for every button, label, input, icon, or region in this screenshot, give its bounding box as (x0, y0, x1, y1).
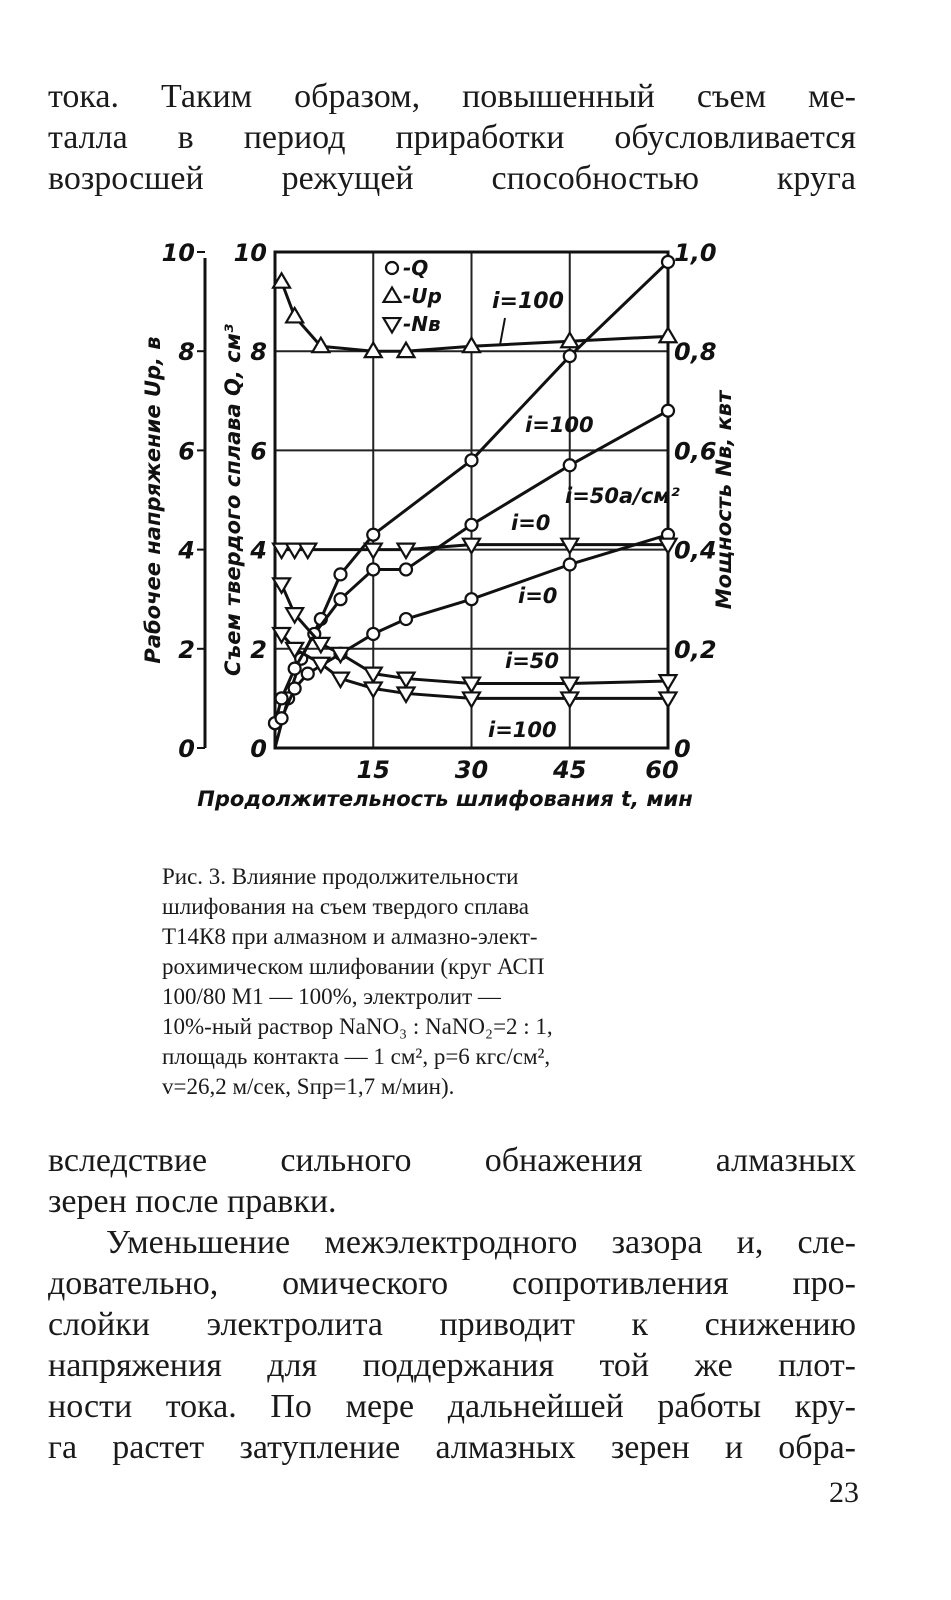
y-tick-label-inner: 6 (250, 437, 267, 466)
data-point (400, 613, 412, 625)
data-point (466, 454, 478, 466)
y-tick-label-right: 0,2 (674, 635, 717, 664)
legend-marker (384, 318, 401, 332)
y-tick-label-inner: 2 (250, 635, 267, 664)
data-point (312, 638, 329, 652)
paragraph-line: напряжения для поддержания той же плот- (48, 1347, 856, 1384)
data-point (367, 628, 379, 640)
page-number: 23 (829, 1476, 859, 1509)
y-tick-label-inner: 10 (233, 239, 267, 267)
y-tick-label-outer: 4 (178, 536, 195, 565)
series-label: i=0 (511, 511, 551, 535)
y-axis-title-outer: Рабочее напряжение Up, в (141, 336, 165, 664)
y-tick-label-right: 0,6 (674, 437, 717, 466)
data-point (289, 682, 301, 694)
y-tick-label-right: 0,4 (674, 536, 717, 565)
y-tick-label-outer: 2 (178, 635, 195, 664)
data-point (564, 350, 576, 362)
data-point (276, 692, 288, 704)
data-point (400, 563, 412, 575)
series-line (282, 634, 668, 698)
data-point (367, 529, 379, 541)
legend-marker (386, 262, 398, 274)
caption-line: 100/80 М1 — 100%, электролит — (162, 984, 501, 1009)
paragraph-line: Уменьшение межэлектродного зазора и, сле- (106, 1224, 856, 1261)
data-point (662, 256, 674, 268)
series-group (273, 628, 676, 707)
legend-entry: -Nв (403, 312, 441, 336)
paragraph-line: тока. Таким образом, повышенный съем ме- (48, 78, 856, 115)
x-tick-label: 60 (645, 756, 679, 784)
paragraph-line: возросшей режущей способностью круга (48, 160, 856, 197)
y-tick-label-right: 0 (674, 735, 691, 763)
y-tick-label-outer: 10 (161, 239, 195, 267)
legend-entry: -Up (403, 284, 442, 308)
data-point (335, 593, 347, 605)
x-axis-title: Продолжительность шлифования t, мин (197, 787, 693, 811)
data-point (302, 668, 314, 680)
x-tick-label: 30 (454, 756, 489, 784)
caption-line: v=26,2 м/сек, Sпр=1,7 м/мин). (162, 1074, 455, 1099)
y-tick-label-inner: 8 (250, 338, 267, 367)
x-tick-label: 45 (553, 756, 587, 784)
caption-line: Рис. 3. Влияние продолжительности (162, 864, 519, 889)
y-tick-label-outer: 6 (178, 437, 195, 466)
series-labels (488, 289, 680, 742)
x-tick-label: 15 (356, 756, 390, 784)
chart-legend (384, 256, 442, 336)
paragraph-line: талла в период приработки обусловливается (48, 119, 856, 156)
y-tick-label-outer: 0 (178, 735, 195, 763)
data-point (662, 405, 674, 417)
caption-line: шлифования на съем твердого сплава (162, 894, 529, 919)
data-point (367, 563, 379, 575)
series-label: i=100 (488, 718, 557, 742)
legend-marker (384, 288, 401, 302)
caption-line: 10%-ный раствор NaNO₃ : NaNO₂=2 : 1, (162, 1014, 553, 1039)
data-point (286, 308, 303, 322)
y-tick-label-inner: 0 (250, 735, 267, 763)
series-label: i=100 (525, 413, 594, 437)
caption-line: площадь контакта — 1 см², p=6 кгс/см², (162, 1044, 551, 1069)
data-point (276, 712, 288, 724)
series-label: i=0 (518, 584, 558, 608)
data-point (466, 519, 478, 531)
paragraph-line: вследствие сильного обнажения алмазных (48, 1142, 856, 1179)
paragraph-line: довательно, омического сопротивления про- (48, 1265, 856, 1302)
series-group (273, 273, 676, 357)
y-tick-label-right: 1,0 (674, 239, 717, 267)
figure-caption (162, 862, 750, 1102)
legend-entry: -Q (403, 256, 429, 280)
caption-line: Т14К8 при алмазном и алмазно-элект- (162, 924, 538, 949)
series-label: i=100 (492, 289, 564, 314)
paragraph-line: слойки электролита приводит к снижению (48, 1306, 856, 1343)
data-point (564, 558, 576, 570)
y-tick-label-right: 0,8 (674, 338, 717, 367)
y-axis-title-inner: Съем твердого сплава Q, см³ (221, 324, 245, 676)
series-label: i=50a/см² (565, 484, 680, 508)
paragraph-line: га растет затупление алмазных зерен и обра- (48, 1429, 856, 1466)
series-label: i=50 (505, 649, 560, 673)
y-tick-label-outer: 8 (178, 338, 195, 367)
series-group (273, 539, 676, 558)
paragraph-line: ности тока. По мере дальнейшей работы кру- (48, 1388, 856, 1425)
data-point (335, 568, 347, 580)
y-axis-title-right: Мощность Nв, квт (712, 390, 736, 610)
data-point (466, 593, 478, 605)
paragraph-line: зерен после правки. (48, 1183, 337, 1220)
label-leader (500, 318, 505, 345)
y-tick-label-inner: 4 (250, 536, 267, 565)
data-point (289, 663, 301, 675)
caption-line: рохимическом шлифовании (круг АСП (162, 954, 545, 979)
data-point (564, 459, 576, 471)
